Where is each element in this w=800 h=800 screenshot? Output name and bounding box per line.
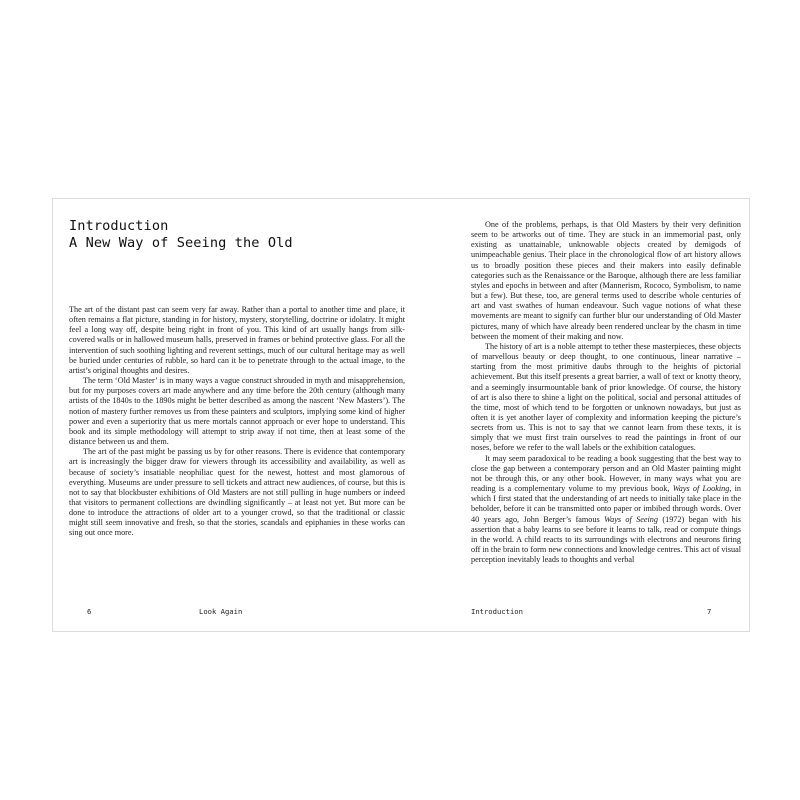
paragraph — [471, 454, 741, 566]
right-page — [471, 199, 741, 631]
paragraph: One of the problems, perhaps, is that Old Masters by their very definition seem to be artworks out of time. They are stuck in an immemorial past, only existing as unattainable, unknowable objects created by demigods of unimpeachable genius. Their place in the chronological flow of art history allows us to broadly position these pieces and their makers into easily definable categories such as the Renaissance or the Baroque, although there are less familiar styles and epochs in between and after (Mannerism, Rococo, Symbolism, to name but a few). But these, too, are general terms used to describe whole centuries of art and vast swathes of human endeavour. Such vague notions of what these movements are meant to signify can further blur our understanding of Old Master pictures, many of which have already been rendered unclear by the chasm in time between the moment of their making and now. — [471, 220, 741, 341]
chapter-title: Introduction — [69, 218, 169, 234]
paragraph: The art of the distant past can seem very far away. Rather than a portal to another time and place, it often remains a flat picture, standing in for history, mystery, storytelling, doctrine or idolatry. It might feel a long way off, despite being right in front of you. This kind of art usually hangs from silk-covered walls or in hallowed museum halls, preserved in frames or behind protective glass. For all the intervention of such soothing lighting and reverent settings, much of our cultural heritage may as well be buried under centuries of rubble, so hard can it be to penetrate through to the actual image, to the artist’s original thoughts and desires. — [69, 305, 405, 375]
text-run: , in which I first stated that the understanding of art needs to initially take place in the beholder, before it can be transmitted onto paper or imbibed through words. Over 40 years ago, John Berger’s famous — [471, 484, 741, 524]
running-head-left: Look Again — [199, 607, 243, 616]
chapter-subtitle: A New Way of Seeing the Old — [69, 235, 293, 251]
text-run: It may seem paradoxical to be reading a book suggesting that the best way to close the gap between a contemporary person and an Old Master painting might not be through this, or any other book. However, in many ways what you are reading is a complementary volume to my previous book, — [471, 453, 741, 494]
chapter-heading — [69, 218, 399, 252]
running-head-right: Introduction — [471, 607, 523, 616]
left-body-text — [69, 305, 405, 539]
book-spread — [52, 198, 750, 632]
right-body-text — [471, 220, 741, 565]
page-number-right: 7 — [707, 607, 712, 616]
book-title-ways-of-looking: Ways of Looking — [672, 484, 730, 494]
paragraph: The art of the past might be passing us by for other reasons. There is evidence that contemporary art is increasingly the bigger draw for viewers through its accessibility and availability, as well as because of society’s insatiable neophiliac quest for the newest, hottest and most glamorous of everything. Museums are under pressure to sell tickets and attract new audiences, of course, but this is not to say that blockbuster exhibitions of Old Masters are not still pulling in huge numbers or indeed that visitors to permanent collections are dwindling significantly – at least not yet. But more can be done to introduce the attractions of older art to a younger crowd, so that the traditional or classic might still seem innovative and fresh, so that the stories, scandals and epiphanies in these works can sing out once more. — [69, 447, 405, 538]
page-number-left: 6 — [87, 607, 92, 616]
book-title-ways-of-seeing: Ways of Seeing — [604, 514, 658, 524]
paragraph: The history of art is a noble attempt to tether these masterpieces, these objects of marvellous beauty or deep thought, to one continuous, linear narrative – starting from the most primitive daubs through to the heights of pictorial achievement. But this itself presents a great barrier, a wall of text or knotty theory, and a seemingly insurmountable bank of prior knowledge. Of course, the history of art is also there to shine a light on the political, social and personal attitudes of the time, most of which tend to be forgotten or unknown nowadays, but just as often it is yet another layer of complexity and information keeping the picture’s secrets from us. This is not to say that we cannot learn from these texts, it is simply that we must first train ourselves to read the paintings in front of our noses, before we refer to the wall labels or the exhibition catalogues. — [471, 341, 741, 453]
paragraph: The term ‘Old Master’ is in many ways a vague construct shrouded in myth and misapprehension, but for my purposes covers art made anywhere and any time before the 20th century (although many artists of the 1840s to the 1890s might be better described as among the nascent ‘New Masters’). The notion of mastery further removes us from these painters and sculptors, implying some kind of higher power and even a superiority that us mere mortals cannot approach or ever hope to understand. This book and its simple methodology will attempt to strip away if not time, then at least some of the distance between us and them. — [69, 376, 405, 447]
left-page — [69, 199, 405, 631]
text-run: (1972) began with his assertion that a baby learns to see before it learns to talk, read or compute things in the world. A child reacts to its surroundings with electrons and neurons firing off in the brain to form new connections and knowledge centres. This act of visual perception inevitably leads to thoughts and verbal — [471, 514, 741, 565]
